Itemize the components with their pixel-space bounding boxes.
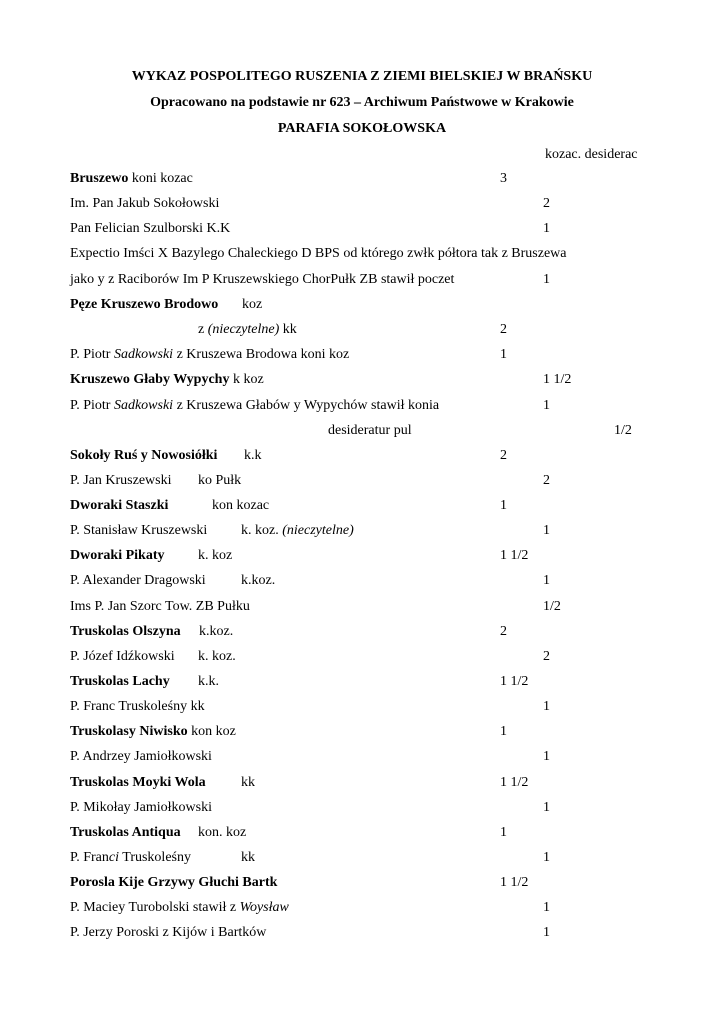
village-name: Truskolas Lachy — [70, 674, 170, 689]
person-name-italic: ci — [108, 850, 120, 865]
person-name: P. Stanisław Kruszewski — [70, 523, 208, 538]
kozac-count: 2 — [500, 448, 507, 463]
illegible-note: (nieczytelne) — [282, 523, 354, 538]
person-name: P. Józef Idźkowski — [70, 649, 175, 664]
village-name: Bruszewo — [70, 171, 129, 186]
person-name: P. Maciey Turobolski stawił z — [70, 900, 240, 915]
desiderac-count: 1 — [543, 850, 550, 865]
entry-note: k. koz — [198, 548, 233, 563]
note-text: jako y z Raciborów Im P Kruszewskiego ChorPułk ZB stawił poczet — [70, 272, 455, 287]
note-row — [0, 270, 724, 290]
kozac-count: 2 — [500, 322, 507, 337]
village-row — [0, 169, 724, 189]
entry-note: kon. koz — [198, 825, 247, 840]
illegible-note: (nieczytelne) — [207, 322, 280, 337]
kozac-count: 1 1/2 — [500, 548, 529, 563]
person-row — [0, 396, 724, 416]
person-surname: Sadkowski — [113, 347, 174, 362]
entry-note: z Kruszewa Brodowa koni koz — [173, 347, 350, 362]
kozac-count: 1 1/2 — [500, 674, 529, 689]
desiderac-count: 1 — [543, 523, 550, 538]
parish-heading: PARAFIA SOKOŁOWSKA — [277, 121, 447, 136]
desiderac-count: 1 — [543, 800, 550, 815]
person-row — [0, 597, 724, 617]
village-name: Sokoły Ruś y Nowosiółki — [70, 448, 218, 463]
document-title: WYKAZ POSPOLITEGO RUSZENIA Z ZIEMI BIELSKIEJ W BRAŃSKU — [131, 69, 593, 84]
person-name: P. Mikołay Jamiołkowski — [70, 800, 212, 815]
desiderac-count: 2 — [543, 196, 550, 211]
desiderac-count: 1 — [543, 699, 550, 714]
person-name: Pan Felician Szulborski K.K — [70, 221, 231, 236]
person-name: P. Fran — [70, 850, 109, 865]
village-row — [0, 546, 724, 566]
desiderac-count: 1 — [543, 925, 550, 940]
person-row — [0, 898, 724, 918]
kozac-count: 1 — [500, 498, 507, 513]
person-name: P. Alexander Dragowski — [70, 573, 206, 588]
entry-note: kon kozac — [212, 498, 270, 513]
village-name: Kruszewo Głaby Wypychy — [70, 372, 230, 387]
village-row — [0, 622, 724, 642]
person-row — [0, 923, 724, 943]
note-text: desideratur pul — [328, 423, 412, 438]
entry-note: kk — [241, 775, 255, 790]
village-row — [0, 823, 724, 843]
kozac-count: 1 1/2 — [500, 775, 529, 790]
desiderac-count: 1 — [543, 749, 550, 764]
village-row — [0, 370, 724, 390]
village-row — [0, 773, 724, 793]
village-row — [0, 672, 724, 692]
person-row — [0, 571, 724, 591]
village-name: Porosla Kije Grzywy Głuchi Bartk — [70, 875, 278, 890]
desiderac-count: 1 — [543, 900, 550, 915]
person-name: P. Andrzey Jamiołkowski — [70, 749, 212, 764]
entry-note: k. koz. — [241, 523, 283, 538]
person-name: P. Jan Kruszewski — [70, 473, 172, 488]
note-text: z — [198, 322, 208, 337]
person-surname: Sadkowski — [113, 398, 174, 413]
desiderac-count: 1 — [543, 272, 550, 287]
person-row — [0, 219, 724, 239]
entry-note: k.koz. — [199, 624, 234, 639]
person-row — [0, 848, 724, 868]
desiderac-count: 1/2 — [614, 423, 632, 438]
person-row — [0, 521, 724, 541]
person-row — [0, 471, 724, 491]
column-headers-label: kozac. desiderac — [545, 147, 638, 162]
entry-note: k.koz. — [241, 573, 276, 588]
note-text: Expectio Imści X Bazylego Chaleckiego D BPS od którego zwłk półtora tak z Bruszewa — [70, 246, 567, 261]
person-row — [0, 194, 724, 214]
person-row — [0, 345, 724, 365]
person-name: P. Jerzy Poroski z Kijów i Bartków — [70, 925, 267, 940]
person-surname: Truskoleśny — [119, 850, 191, 865]
place-name: Woysław — [239, 900, 289, 915]
person-row — [0, 697, 724, 717]
person-name: Ims P. Jan Szorc Tow. ZB Pułku — [70, 599, 250, 614]
entry-note: k. koz. — [198, 649, 236, 664]
kozac-count: 1 — [500, 724, 507, 739]
entry-note: z Kruszewa Głabów y Wypychów stawił konia — [173, 398, 440, 413]
entry-note: ko Pułk — [198, 473, 242, 488]
desiderac-count: 1 — [543, 573, 550, 588]
village-row — [0, 446, 724, 466]
note-text: kk — [279, 322, 297, 337]
desiderac-count: 1 — [543, 398, 550, 413]
person-name: Im. Pan Jakub Sokołowski — [70, 196, 220, 211]
entry-note: kon koz — [187, 724, 236, 739]
note-row — [0, 421, 724, 441]
person-name: P. Piotr — [70, 347, 114, 362]
kozac-count: 1 — [500, 347, 507, 362]
desiderac-count: 1 1/2 — [543, 372, 572, 387]
entry-note: kk — [241, 850, 255, 865]
village-name: Truskolas Moyki Wola — [70, 775, 206, 790]
desiderac-count: 2 — [543, 649, 550, 664]
entry-note: k.k — [244, 448, 262, 463]
village-name: Dworaki Pikaty — [70, 548, 165, 563]
village-name: Truskolas Olszyna — [70, 624, 181, 639]
entry-note: koz — [242, 297, 263, 312]
village-row — [0, 496, 724, 516]
note-row — [0, 320, 724, 340]
entry-note: koni kozac — [128, 171, 193, 186]
document-subtitle: Opracowano na podstawie nr 623 – Archiwum Państwowe w Krakowie — [150, 95, 574, 110]
kozac-count: 1 — [500, 825, 507, 840]
person-name: P. Piotr — [70, 398, 114, 413]
kozac-count: 2 — [500, 624, 507, 639]
village-name: Truskolas Antiqua — [70, 825, 181, 840]
village-name: Truskolasy Niwisko — [70, 724, 188, 739]
entry-note: k koz — [229, 372, 264, 387]
column-headers — [0, 145, 724, 165]
person-row — [0, 647, 724, 667]
village-name: Dworaki Staszki — [70, 498, 169, 513]
kozac-count: 3 — [500, 171, 507, 186]
desiderac-count: 1 — [543, 221, 550, 236]
person-row — [0, 747, 724, 767]
entry-note: k.k. — [198, 674, 219, 689]
desiderac-count: 2 — [543, 473, 550, 488]
person-row — [0, 798, 724, 818]
desiderac-count: 1/2 — [543, 599, 561, 614]
person-name: P. Franc Truskoleśny kk — [70, 699, 205, 714]
village-row — [0, 722, 724, 742]
village-row — [0, 873, 724, 893]
village-name: Pęze Kruszewo Brodowo — [70, 297, 219, 312]
village-row — [0, 295, 724, 315]
note-row — [0, 244, 724, 264]
kozac-count: 1 1/2 — [500, 875, 529, 890]
